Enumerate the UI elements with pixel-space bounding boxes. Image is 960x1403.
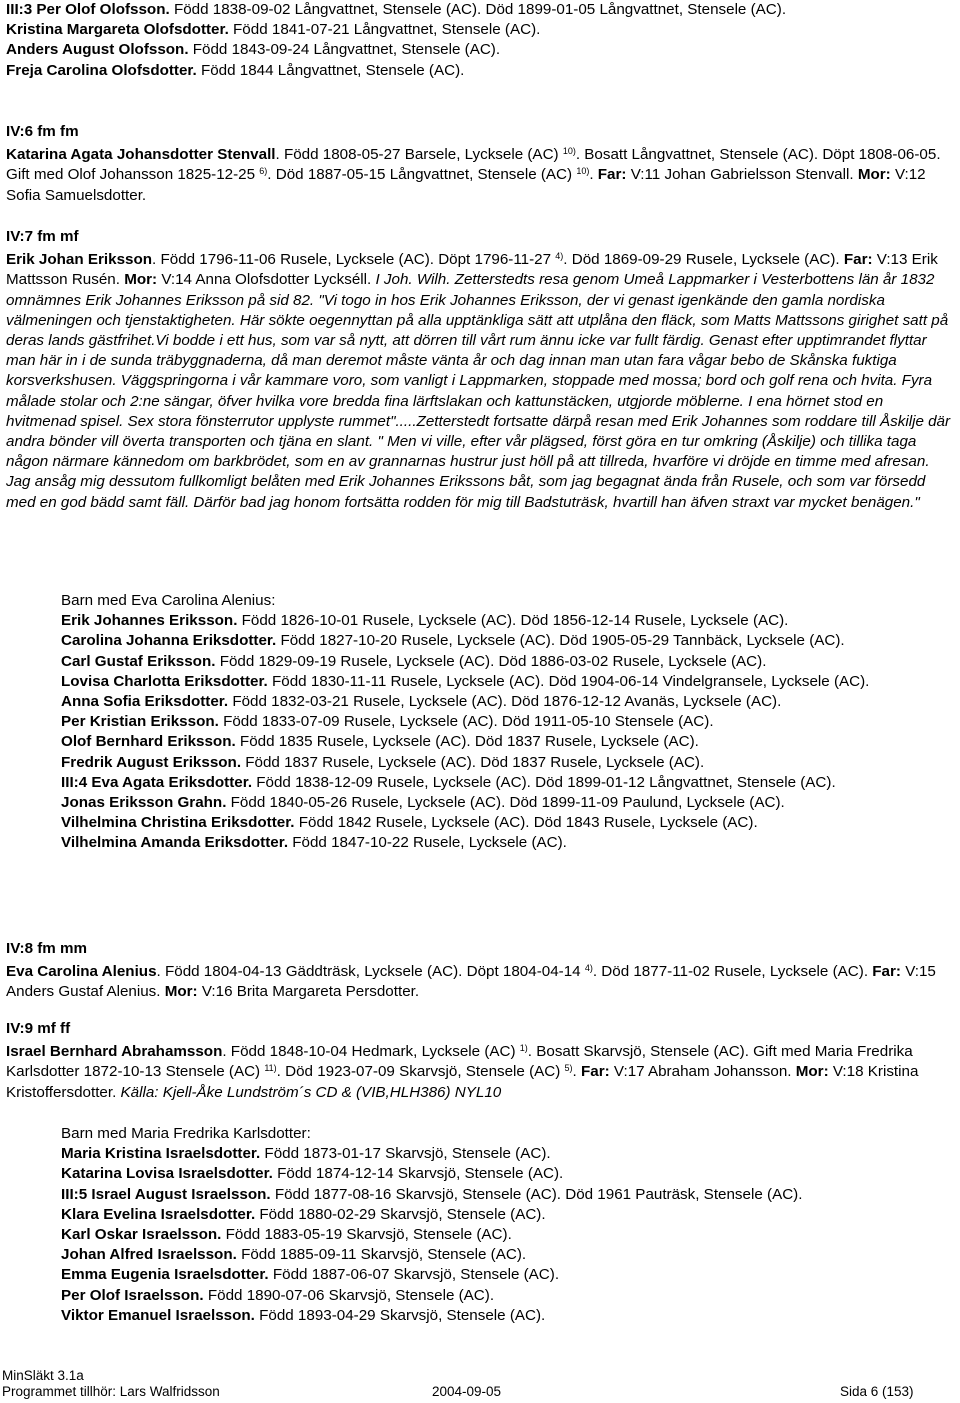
- person-name: Erik Johannes Eriksson.: [61, 612, 238, 630]
- person-details: Född 1843-09-24 Långvattnet, Stensele (AC).: [188, 41, 501, 59]
- mother-ref: V:12 Sofia Samuelsdotter.: [6, 166, 926, 204]
- section-heading: IV:8 fm mm: [6, 940, 88, 957]
- child-entry: [61, 1144, 956, 1164]
- person-name: Eva Carolina Alenius: [6, 963, 157, 981]
- child-entry: [61, 712, 956, 732]
- section-heading: IV:6 fm fm: [6, 123, 79, 140]
- child-entry: [61, 611, 956, 631]
- father-label: Far:: [581, 1063, 610, 1081]
- footnote-ref: 5): [564, 1063, 573, 1074]
- source-note: Källa: Kjell-Åke Lundström´s CD & (VIB,HLH386) NYL10: [120, 1083, 502, 1101]
- section-iv9: [6, 1019, 956, 1103]
- person-name: Israel Bernhard Abrahamsson: [6, 1043, 223, 1061]
- children-label: Barn med Eva Carolina Alenius:: [61, 592, 276, 609]
- text-run: .: [589, 166, 598, 184]
- section-iv7: [6, 227, 956, 513]
- child-entry: [61, 1164, 956, 1184]
- person-details: Född 1883-05-19 Skarvsjö, Stensele (AC).: [221, 1226, 512, 1244]
- child-entry: [61, 813, 956, 833]
- person-name: Kristina Margareta Olofsdotter.: [6, 21, 229, 39]
- person-details: Född 1877-08-16 Skarvsjö, Stensele (AC). Död 1961 Pauträsk, Stensele (AC).: [270, 1185, 803, 1203]
- person-name: Katarina Agata Johansdotter Stenvall: [6, 146, 276, 164]
- entry-freja: [6, 61, 956, 81]
- father-label: Far:: [872, 963, 901, 981]
- child-entry: [61, 672, 956, 692]
- child-entry: [61, 1245, 956, 1265]
- child-entry: [61, 1225, 956, 1245]
- father-ref: V:15 Anders Gustaf Alenius.: [6, 963, 936, 1001]
- biography-note: I Joh. Wilh. Zetterstedts resa genom Umeå Lappmarker i Vesterbottens län år 1832 omnämnes Erik Johannes Eriksson på sid 82. "Vi togo in hos Erik Johannes Eriksson, der vi genast igenkände den gamla nordiska välmeningen och tjenstaktigheten. Här sökte oegennyttan på alla upptänkliga sätt att utplåna den fläck, som Matts Mattssons girighet satt på deras lands gästfrihet.Vi bodde i ett hus, som var så nytt, att dörren till vårt rum ännu icke var fullt färdig. Genast efter upptimrandet flyttar man här in i de sunda träbyggnaderna, då man deremot måste vänta år och dag innan man utan fara vågar bebo de Skånska fuktiga korsverkshusen. Väggspringorna i vår kammare voro, som vanligt i Lappmarken, stoppade med mossa; bord och golf rena och hvita. Fyra målade stolar och 2:ne sängar, öfver hvilka vore bredda fina lärftslakan och kattunstäcken, utgjorde möblerne. I ena hörnet stod en hvitmenad spisel. Sex stora fönsterrutor upplyste rummet".....Zetterstedt fortsatte därpå resan med Erik Johannes som roddare till Åskilje där andra bönder vill överta transporten och tjäna en slant. " Men vi ville, efter vår plägsed, först göra en tur omkring (Åskilje) och tillika taga någon närmare kännedom om barkbrödet, som en av grannarnas hustrur just höll på att tillreda, hvarföre vi dröjde en timme med afresan. Jag ansåg mig dessutom fullkomligt belåten med Erik Johannes Erikssons båt, som jag begagnat ända från Rusele, och som var försedd med en god bädd samt fäll. Därför bad jag honom fortsätta rodden för mig till Badstuträsk, hvartill han äfven straxt var mycket benägen.": [6, 271, 951, 511]
- person-name: Carolina Johanna Eriksdotter.: [61, 632, 277, 650]
- person-details: Född 1835 Rusele, Lycksele (AC). Död 1837 Rusele, Lycksele (AC).: [235, 733, 699, 751]
- person-name: Maria Kristina Israelsdotter.: [61, 1145, 261, 1163]
- person-details: Född 1837 Rusele, Lycksele (AC). Död 1837 Rusele, Lycksele (AC).: [241, 753, 705, 771]
- child-entry: [61, 732, 956, 752]
- father-label: Far:: [597, 166, 627, 184]
- person-details: Född 1838-12-09 Rusele, Lycksele (AC). Död 1899-01-12 Långvattnet, Stensele (AC).: [252, 773, 836, 791]
- entry-kristina: [6, 20, 956, 40]
- text-run: . Född 1804-04-13 Gäddträsk, Lycksele (AC). Döpt 1804-04-14: [156, 963, 585, 981]
- text-run: . Född 1848-10-04 Hedmark, Lycksele (AC): [222, 1043, 520, 1061]
- person-details: Född 1844 Långvattnet, Stensele (AC).: [196, 61, 465, 79]
- person-details: Född 1832-03-21 Rusele, Lycksele (AC). Död 1876-12-12 Avanäs, Lycksele (AC).: [228, 693, 782, 711]
- siblings-block: [6, 0, 956, 81]
- mother-label: Mor:: [164, 983, 198, 1001]
- text-run: . Född 1808-05-27 Barsele, Lycksele (AC): [275, 146, 563, 164]
- section-heading: IV:9 mf ff: [6, 1020, 71, 1037]
- footer-program: MinSläkt 3.1a: [2, 1368, 84, 1383]
- text-run: . Född 1796-11-06 Rusele, Lycksele (AC). Döpt 1796-11-27: [152, 251, 556, 269]
- footnote-ref: 6): [259, 166, 268, 177]
- person-name: Johan Alfred Israelsson.: [61, 1246, 237, 1264]
- person-paragraph: [6, 145, 956, 206]
- person-name: III:5 Israel August Israelsson.: [61, 1185, 271, 1203]
- person-details: Född 1873-01-17 Skarvsjö, Stensele (AC).: [260, 1145, 551, 1163]
- person-name: Per Kristian Eriksson.: [61, 713, 219, 731]
- children-label: Barn med Maria Fredrika Karlsdotter:: [61, 1125, 311, 1142]
- person-paragraph: [6, 962, 956, 1002]
- person-details: Född 1840-05-26 Rusele, Lycksele (AC). Död 1899-11-09 Paulund, Lycksele (AC).: [226, 794, 785, 812]
- child-entry: [61, 1306, 956, 1326]
- person-name: Karl Oskar Israelsson.: [61, 1226, 222, 1244]
- footnote-ref: 4): [584, 963, 593, 974]
- children-list-1: [61, 591, 956, 854]
- section-iv6: [6, 122, 956, 206]
- father-ref: V:17 Abraham Johansson.: [609, 1063, 796, 1081]
- person-details: Född 1833-07-09 Rusele, Lycksele (AC). Död 1911-05-10 Stensele (AC).: [218, 713, 714, 731]
- person-details: Född 1830-11-11 Rusele, Lycksele (AC). Död 1904-06-14 Vindelgransele, Lycksele (AC).: [267, 672, 870, 690]
- person-name: Viktor Emanuel Israelsson.: [61, 1306, 255, 1324]
- person-details: Född 1893-04-29 Skarvsjö, Stensele (AC).: [254, 1306, 546, 1324]
- footnote-ref: 10): [562, 146, 576, 157]
- child-entry: [61, 1205, 956, 1225]
- person-name: Erik Johan Eriksson: [6, 251, 153, 269]
- text-run: . Död 1887-05-15 Långvattnet, Stensele (AC): [267, 166, 577, 184]
- person-name: Jonas Eriksson Grahn.: [61, 794, 227, 812]
- person-details: Född 1890-07-06 Skarvsjö, Stensele (AC).: [203, 1286, 495, 1304]
- text-run: . Död 1869-09-29 Rusele, Lycksele (AC).: [563, 251, 844, 269]
- person-name: Carl Gustaf Eriksson.: [61, 652, 216, 670]
- entry-per-olof: [6, 0, 956, 20]
- person-name: Fredrik August Eriksson.: [61, 753, 242, 771]
- person-name: Klara Evelina Israelsdotter.: [61, 1205, 256, 1223]
- child-entry: [61, 753, 956, 773]
- section-iv8: [6, 939, 956, 1003]
- child-entry: [61, 1286, 956, 1306]
- mother-label: Mor:: [795, 1063, 829, 1081]
- child-entry: [61, 652, 956, 672]
- child-entry: [61, 1185, 956, 1205]
- person-details: Född 1829-09-19 Rusele, Lycksele (AC). Död 1886-03-02 Rusele, Lycksele (AC).: [215, 652, 767, 670]
- person-name: Katarina Lovisa Israelsdotter.: [61, 1165, 273, 1183]
- text-run: . Död 1923-07-09 Skarvsjö, Stensele (AC): [276, 1063, 565, 1081]
- children-list-2: [61, 1124, 956, 1326]
- person-name: Freja Carolina Olofsdotter.: [6, 61, 197, 79]
- person-details: Född 1842 Rusele, Lycksele (AC). Död 1843 Rusele, Lycksele (AC).: [294, 814, 758, 832]
- footnote-ref: 1): [519, 1043, 528, 1054]
- person-name: Vilhelmina Amanda Eriksdotter.: [61, 834, 289, 852]
- person-details: Född 1880-02-29 Skarvsjö, Stensele (AC).: [255, 1205, 546, 1223]
- text-run: . Död 1877-11-02 Rusele, Lycksele (AC).: [592, 963, 873, 981]
- child-entry: [61, 1265, 956, 1285]
- child-entry: [61, 631, 956, 651]
- person-name: III:4 Eva Agata Eriksdotter.: [61, 773, 253, 791]
- person-name: Vilhelmina Christina Eriksdotter.: [61, 814, 295, 832]
- mother-ref: V:18 Kristina Kristoffersdotter.: [6, 1063, 919, 1101]
- person-name: Lovisa Charlotta Eriksdotter.: [61, 672, 268, 690]
- footnote-ref: 10): [576, 166, 590, 177]
- mother-ref: V:14 Anna Olofsdotter Lyckséll.: [157, 271, 376, 289]
- footer-page-number: Sida 6 (153): [840, 1384, 914, 1399]
- person-name: Emma Eugenia Israelsdotter.: [61, 1266, 269, 1284]
- person-name: Per Olof Israelsson.: [61, 1286, 204, 1304]
- person-paragraph: [6, 1042, 956, 1103]
- person-details: Född 1841-07-21 Långvattnet, Stensele (AC).: [228, 21, 541, 39]
- text-run: . Bosatt Skarvsjö, Stensele (AC). Gift med Maria Fredrika Karlsdotter 1872-10-13 Stensele (AC): [6, 1043, 913, 1081]
- footnote-ref: 4): [555, 251, 564, 262]
- person-name: Anna Sofia Eriksdotter.: [61, 693, 229, 711]
- father-ref: V:11 Johan Gabrielsson Stenvall.: [626, 166, 858, 184]
- person-details: Född 1826-10-01 Rusele, Lycksele (AC). Död 1856-12-14 Rusele, Lycksele (AC).: [237, 612, 789, 630]
- child-entry: [61, 833, 956, 853]
- father-label: Far:: [843, 251, 873, 269]
- text-run: . Bosatt Långvattnet, Stensele (AC). Döpt 1808-06-05. Gift med Olof Johansson 1825-12-25: [6, 146, 941, 184]
- text-run: .: [572, 1063, 581, 1081]
- child-entry: [61, 692, 956, 712]
- mother-label: Mor:: [124, 271, 158, 289]
- father-ref: V:13 Erik Mattsson Rusén.: [6, 251, 938, 289]
- child-entry: [61, 773, 956, 793]
- entry-anders: [6, 40, 956, 60]
- person-details: Född 1874-12-14 Skarvsjö, Stensele (AC).: [272, 1165, 564, 1183]
- person-details: Född 1847-10-22 Rusele, Lycksele (AC).: [288, 834, 567, 852]
- section-heading: IV:7 fm mf: [6, 228, 79, 245]
- mother-ref: V:16 Brita Margareta Persdotter.: [197, 983, 420, 1001]
- child-entry: [61, 793, 956, 813]
- footer-owner: Programmet tillhör: Lars Walfridsson: [2, 1384, 220, 1399]
- person-paragraph: [6, 250, 956, 513]
- footnote-ref: 11): [264, 1063, 277, 1074]
- person-name: Olof Bernhard Eriksson.: [61, 733, 236, 751]
- person-details: Född 1885-09-11 Skarvsjö, Stensele (AC).: [236, 1246, 527, 1264]
- mother-label: Mor:: [857, 166, 891, 184]
- footer-date: 2004-09-05: [432, 1384, 502, 1399]
- person-details: Född 1827-10-20 Rusele, Lycksele (AC). Död 1905-05-29 Tannbäck, Lycksele (AC).: [276, 632, 845, 650]
- person-name: Anders August Olofsson.: [6, 41, 189, 59]
- person-details: Född 1887-06-07 Skarvsjö, Stensele (AC).: [268, 1266, 560, 1284]
- person-details: Född 1838-09-02 Långvattnet, Stensele (AC). Död 1899-01-05 Långvattnet, Stensele (AC).: [169, 1, 787, 18]
- person-name: III:3 Per Olof Olofsson.: [6, 1, 170, 18]
